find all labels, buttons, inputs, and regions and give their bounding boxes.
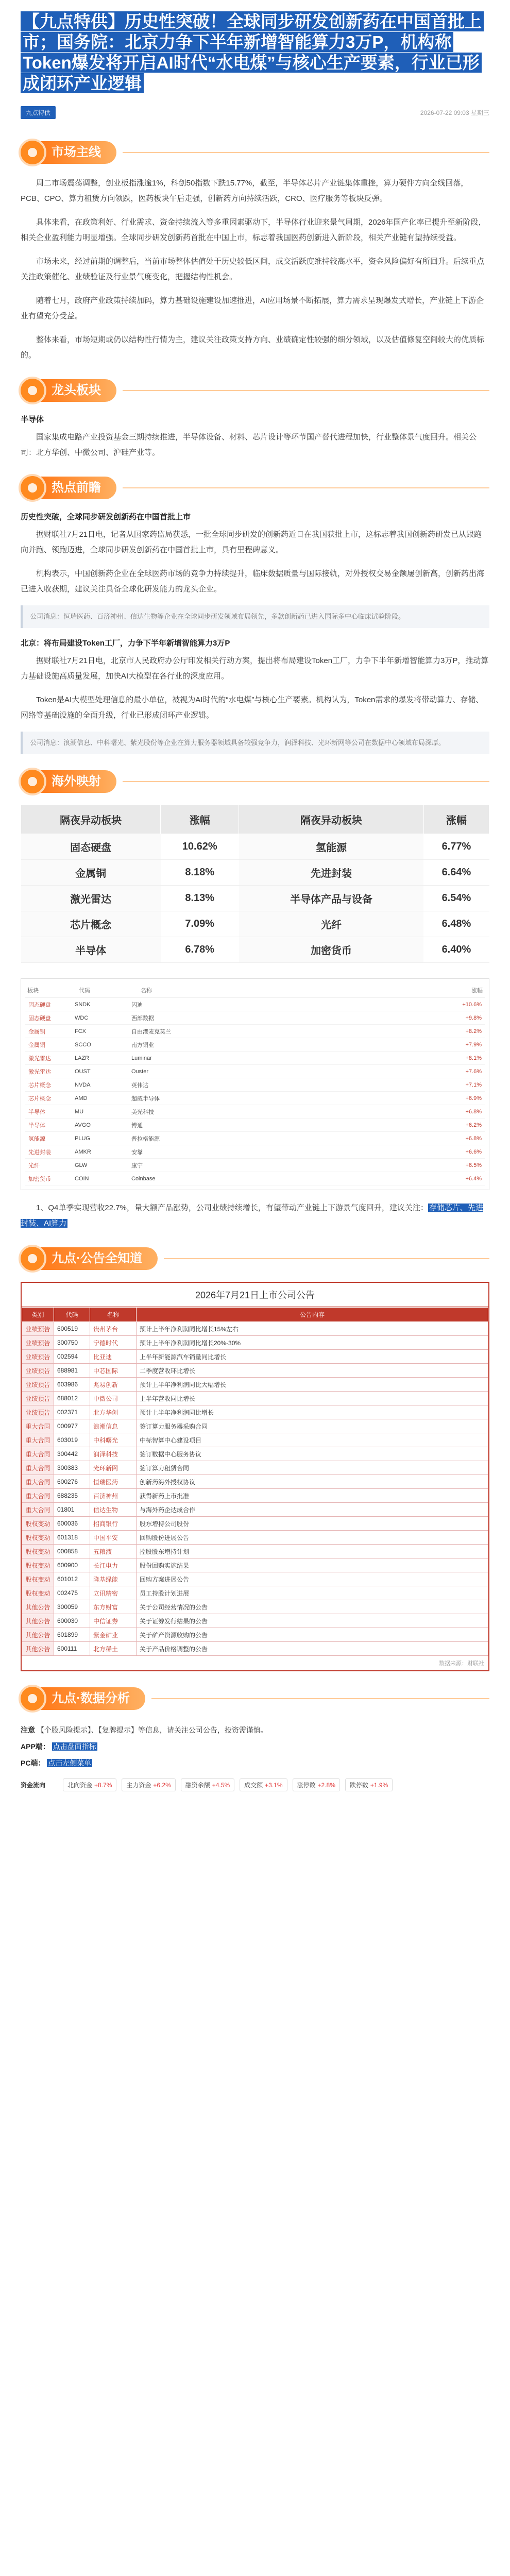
stat-pill: 北向资金 +8.7% — [63, 1778, 116, 1791]
stat-pill: 涨停数 +2.8% — [293, 1778, 340, 1791]
highlight: 存储芯片、先进封装、AI算力 — [21, 1204, 483, 1228]
screenshot-row: 芯片概念 AMD 超威半导体 +6.9% — [25, 1092, 485, 1105]
column-header: 代码 — [54, 1308, 90, 1322]
section-header-leader — [21, 379, 489, 402]
hot-topic-title: 历史性突破，全球同步研发创新药在中国首批上市 — [21, 513, 191, 521]
paragraph: 机构表示，中国创新药企业在全球医药市场的竞争力持续提升，临床数据质量与国际接轨，对外授权交易金额屡创新高，创新药出海已进入收获期，建议关注具备全球化研发能力的龙头企业。 — [21, 569, 485, 594]
table-row: 激光雷达 8.13% 半导体产品与设备 6.54% — [21, 886, 489, 911]
paragraph: 周二市场震荡调整，创业板指涨逾1%，科创50指数下跌15.77%，截至，半导体芯片产业链集体重挫，算力硬件方向全线回落，PCB、CPO、算力租赁方向领跌，医药板块午后走强，创新药方向持续活跃，CRO、医疗服务等板块反弹。 — [21, 179, 469, 203]
section-icon — [21, 1687, 44, 1710]
section-header-overseas — [21, 770, 489, 793]
screenshot-row: 先进封装 AMKR 安靠 +6.6% — [25, 1145, 485, 1159]
table-row: 股权变动 600036 招商银行 股东增持公司股份 — [22, 1517, 488, 1531]
paragraph: 1、Q4单季实现营收22.7%，量大额产品涨势，公司业绩持续增长，有望带动产业链上下游景气度回升，建议关注： 存储芯片、先进封装、AI算力 — [21, 1204, 483, 1228]
app-hint: APP端： 点击盘面指标 — [21, 1742, 96, 1751]
article-header — [21, 0, 489, 125]
hot-topic-title: 北京：将布局建设Token工厂，力争下半年新增智能算力3万P — [21, 639, 230, 648]
section-header-data — [21, 1687, 489, 1710]
screenshot-row: 金属铜 SCCO 南方铜业 +7.9% — [25, 1038, 485, 1052]
overseas-stock-screenshot — [21, 978, 489, 1190]
table-row: 其他公告 300059 东方财富 关于公司经营情况的公告 — [22, 1600, 488, 1614]
table-row: 半导体 6.78% 加密货币 6.40% — [21, 937, 489, 963]
table-row: 股权变动 002475 立讯精密 员工持股计划进展 — [22, 1586, 488, 1600]
section-title: 市场主线 — [40, 141, 116, 164]
column-header: 涨幅 — [161, 805, 239, 834]
table-row: 重大合同 300383 光环新网 签订算力租赁合同 — [22, 1461, 488, 1475]
section-header-hot — [21, 476, 489, 500]
meta-row — [21, 106, 489, 119]
publish-date: 2026-07-22 09:03 星期三 — [420, 109, 489, 116]
table-row: 业绩预告 002594 比亚迪 上半年新能源汽车销量同比增长 — [22, 1350, 488, 1364]
announcement-table-card — [21, 1282, 489, 1671]
screenshot-row: 半导体 AVGO 博通 +6.2% — [25, 1118, 485, 1132]
section-icon — [21, 476, 44, 500]
fund-flow-label: 资金流向 — [21, 1782, 46, 1789]
table-row: 重大合同 000977 浪潮信息 签订算力服务器采购合同 — [22, 1419, 488, 1433]
fund-flow-row — [21, 1778, 489, 1791]
table-row: 芯片概念 7.09% 光纤 6.48% — [21, 911, 489, 937]
table-row: 其他公告 600030 中信证券 关于证券发行结果的公告 — [22, 1614, 488, 1628]
announcement-title: 2026年7月21日上市公司公告 — [22, 1283, 488, 1307]
section-title: 九点·公告全知道 — [40, 1247, 158, 1270]
section-icon — [21, 379, 44, 402]
section-title: 龙头板块 — [40, 379, 116, 402]
paragraph: 市场未来，经过前期的调整后，当前市场整体估值处于历史较低区间，成交活跃度维持较高水平，资金风险偏好有所回升。后续重点关注政策催化、业绩验证及行业景气度变化，把握结构性机会。 — [21, 257, 485, 281]
stat-pill: 成交额 +3.1% — [240, 1778, 287, 1791]
table-row: 业绩预告 688012 中微公司 上半年营收同比增长 — [22, 1392, 488, 1405]
column-header: 隔夜异动板块 — [239, 805, 424, 834]
table-row: 重大合同 300442 润泽科技 签订数据中心服务协议 — [22, 1447, 488, 1461]
table-row: 重大合同 01801 信达生物 与海外药企达成合作 — [22, 1503, 488, 1517]
stat-pill: 跌停数 +1.9% — [345, 1778, 393, 1791]
column-header: 公告内容 — [137, 1308, 488, 1322]
section-icon — [21, 770, 44, 793]
table-row: 其他公告 600111 北方稀土 关于产品价格调整的公告 — [22, 1642, 488, 1656]
table-row: 股权变动 600900 长江电力 股份回购实施结果 — [22, 1558, 488, 1572]
table-row: 重大合同 688235 百济神州 获得新药上市批准 — [22, 1489, 488, 1503]
paragraph: 国家集成电路产业投资基金三期持续推进，半导体设备、材料、芯片设计等环节国产替代进程加快，行业整体景气度回升。相关公司：北方华创、中微公司、沪硅产业等。 — [21, 433, 477, 457]
table-row: 金属铜 8.18% 先进封装 6.64% — [21, 860, 489, 886]
table-row: 股权变动 601012 隆基绿能 回购方案进展公告 — [22, 1572, 488, 1586]
screenshot-row: 金属铜 FCX 自由港麦克莫兰 +8.2% — [25, 1025, 485, 1038]
paragraph: 据财联社7月21日电，北京市人民政府办公厅印发相关行动方案，提出将布局建设Token工厂，力争下半年新增智能算力3万P，推动算力基础设施高质量发展，加快AI大模型在各行业的深度应用。 — [21, 656, 489, 681]
paragraph: Token是AI大模型处理信息的最小单位，被视为AI时代的“水电煤”与核心生产要素。机构认为，Token需求的爆发将带动算力、存储、网络等基础设施的全面升级，行业已形成闭环产业逻辑。 — [21, 696, 484, 720]
leader-head: 半导体 — [21, 415, 44, 424]
company-quote: 公司消息：浪潮信息、中科曙光、紫光股份等企业在算力服务器领域具备较强竞争力，润泽科技、光环新网等公司在数据中心领域布局深厚。 — [21, 732, 489, 754]
section-icon — [21, 1247, 44, 1270]
overseas-table — [21, 805, 489, 963]
table-row: 业绩预告 300750 宁德时代 预计上半年净利润同比增长20%-30% — [22, 1336, 488, 1350]
company-quote: 公司消息：恒瑞医药、百济神州、信达生物等企业在全球同步研发领域布局领先，多款创新药已进入国际多中心临床试验阶段。 — [21, 605, 489, 628]
paragraph: 具体来看，在政策利好、行业需求、资金持续流入等多重因素驱动下，半导体行业迎来景气周期，2026年国产化率已提升至新阶段，相关企业盈利能力明显增强。全球同步研发创新药首批在中国上市，标志着我国医药创新进入新阶段，相关产业链有望持续受益。 — [21, 218, 486, 242]
announcement-table — [22, 1307, 488, 1656]
screenshot-row: 半导体 MU 美光科技 +6.8% — [25, 1105, 485, 1118]
column-tag[interactable]: 九点特供 — [21, 106, 56, 119]
screenshot-row: 固态硬盘 SNDK 闪迪 +10.6% — [25, 998, 485, 1011]
paragraph: 整体来看，市场短期或仍以结构性行情为主，建议关注政策支持方向、业绩确定性较强的细分领域，以及估值修复空间较大的优质标的。 — [21, 335, 485, 360]
screenshot-row: 加密货币 COIN Coinbase +6.4% — [25, 1172, 485, 1185]
column-header: 涨幅 — [423, 805, 489, 834]
column-header: 类别 — [22, 1308, 54, 1322]
stat-pill: 融资余额 +4.5% — [181, 1778, 234, 1791]
screenshot-row: 激光雷达 OUST Ouster +7.6% — [25, 1065, 485, 1078]
paragraph: 据财联社7月21日电，记者从国家药监局获悉，一批全球同步研发的创新药近日在我国获批上市，这标志着我国创新药研发已从跟跑向并跑、领跑迈进，全球同步研发创新药在中国首批上市，具有里程碑意义。 — [21, 530, 482, 554]
section-title: 热点前瞻 — [40, 477, 116, 499]
table-row: 业绩预告 603986 兆易创新 预计上半年净利润同比大幅增长 — [22, 1378, 488, 1392]
screenshot-row: 芯片概念 NVDA 英伟达 +7.1% — [25, 1078, 485, 1092]
data-source: 数据来源：财联社 — [439, 1660, 484, 1667]
paragraph: 随着七月，政府产业政策持续加码，算力基础设施建设加速推进，AI应用场景不断拓展，算力需求呈现爆发式增长，产业链上下游企业有望充分受益。 — [21, 296, 484, 320]
table-row: 重大合同 600276 恒瑞医药 创新药海外授权协议 — [22, 1475, 488, 1489]
table-row: 股权变动 000858 五粮液 控股股东增持计划 — [22, 1545, 488, 1558]
screenshot-header: 板块 代码 名称 涨幅 — [25, 983, 485, 998]
section-icon — [21, 141, 44, 164]
column-header: 隔夜异动板块 — [21, 805, 161, 834]
notice-line: 注意 【个股风险提示】、【复牌提示】等信息，请关注公司公告，投资需谨慎。 — [21, 1726, 268, 1734]
pc-hint: PC端： 点击左侧菜单 — [21, 1759, 92, 1767]
stat-pill: 主力资金 +6.2% — [122, 1778, 175, 1791]
column-header: 名称 — [90, 1308, 137, 1322]
section-title: 海外映射 — [40, 770, 116, 793]
table-row: 重大合同 603019 中科曙光 中标智算中心建设项目 — [22, 1433, 488, 1447]
screenshot-row: 固态硬盘 WDC 西部数据 +9.8% — [25, 1011, 485, 1025]
table-row: 业绩预告 002371 北方华创 预计上半年净利润同比增长 — [22, 1405, 488, 1419]
screenshot-row: 光纤 GLW 康宁 +6.5% — [25, 1159, 485, 1172]
table-row: 业绩预告 688981 中芯国际 二季度营收环比增长 — [22, 1364, 488, 1378]
section-title: 九点·数据分析 — [40, 1687, 145, 1710]
screenshot-row: 激光雷达 LAZR Luminar +8.1% — [25, 1052, 485, 1065]
screenshot-row: 氢能源 PLUG 普拉格能源 +6.8% — [25, 1132, 485, 1145]
table-row: 业绩预告 600519 贵州茅台 预计上半年净利润同比增长15%左右 — [22, 1322, 488, 1336]
table-row: 其他公告 601899 紫金矿业 关于矿产资源收购的公告 — [22, 1628, 488, 1642]
table-row: 固态硬盘 10.62% 氢能源 6.77% — [21, 834, 489, 860]
article-title: 【九点特供】历史性突破！全球同步研发创新药在中国首批上市；国务院：北京力争下半年新增智能算力3万P，机构称Token爆发将开启AI时代“水电煤”与核心生产要素，行业已形成闭环产业逻辑 — [21, 11, 489, 94]
section-header-announce — [21, 1247, 489, 1270]
table-row: 股权变动 601318 中国平安 回购股份进展公告 — [22, 1531, 488, 1545]
section-header-market — [21, 141, 489, 164]
